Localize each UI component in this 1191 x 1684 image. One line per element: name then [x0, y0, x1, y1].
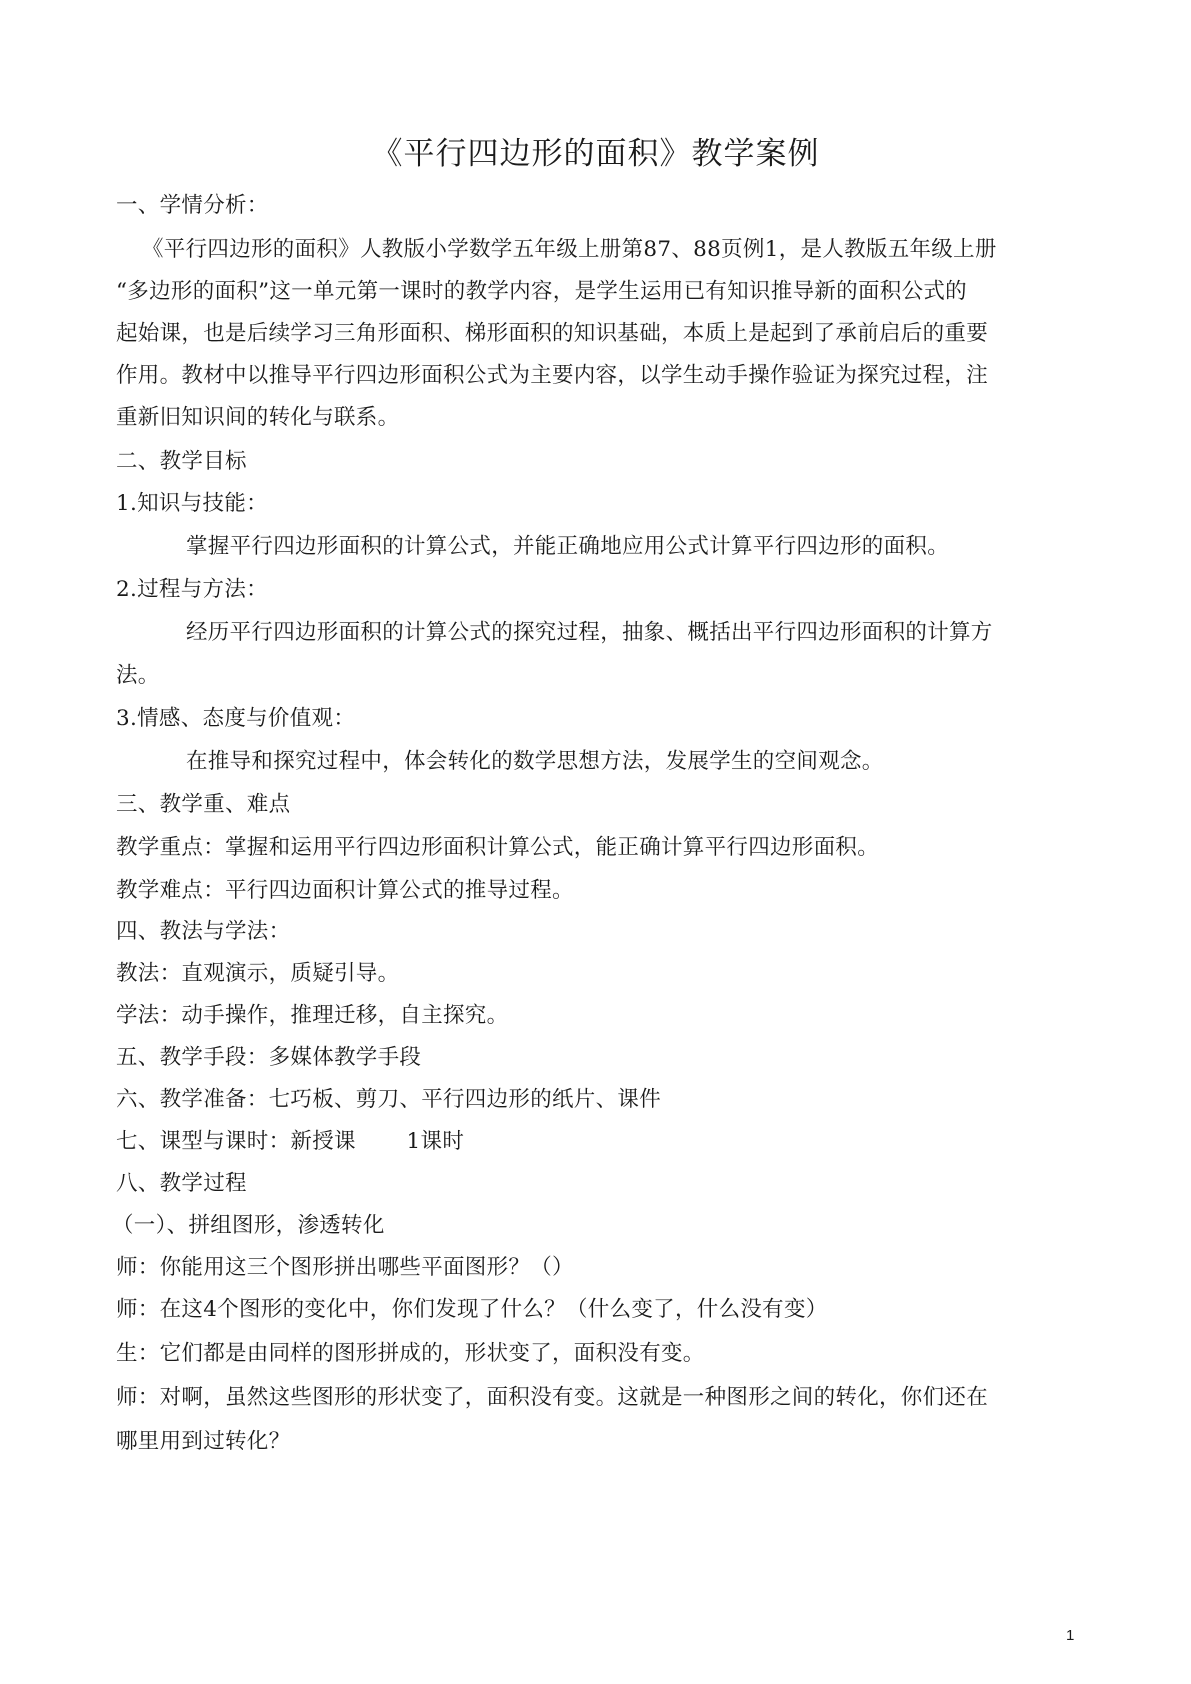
- subheading-step-one: （一）、拼组图形，渗透转化: [112, 1213, 385, 1238]
- paragraph-line: “多边形的面积”这一单元第一课时的教学内容，是学生运用已有知识推导新的面积公式的: [116, 279, 967, 304]
- heading-methods: 四、教法与学法：: [116, 919, 291, 944]
- paragraph-line: 教法：直观演示，质疑引导。: [116, 961, 400, 986]
- paragraph-line: 重新旧知识间的转化与联系。: [116, 405, 400, 430]
- paragraph-line: 经历平行四边形面积的计算公式的探究过程，抽象、概括出平行四边形面积的计算方: [186, 620, 993, 645]
- dialogue-line: 师：在这4个图形的变化中，你们发现了什么？（什么变了，什么没有变）: [116, 1297, 828, 1322]
- dialogue-line: 师：你能用这三个图形拼出哪些平面图形？（）: [116, 1255, 574, 1280]
- dialogue-line: 师：对啊，虽然这些图形的形状变了，面积没有变。这就是一种图形之间的转化，你们还在: [116, 1385, 989, 1410]
- paragraph-line: 作用。教材中以推导平行四边形面积公式为主要内容，以学生动手操作验证为探究过程，注: [116, 363, 989, 388]
- heading-means: 五、教学手段：多媒体教学手段: [116, 1045, 422, 1070]
- heading-key-points: 三、教学重、难点: [116, 792, 291, 817]
- paragraph-line: 法。: [116, 663, 160, 688]
- dialogue-line: 生：它们都是由同样的图形拼成的，形状变了，面积没有变。: [116, 1341, 705, 1366]
- heading-teaching-process: 八、教学过程: [116, 1171, 247, 1196]
- heading-preparation: 六、教学准备：七巧板、剪刀、平行四边形的纸片、课件: [116, 1087, 662, 1112]
- paragraph-line: 在推导和探究过程中，体会转化的数学思想方法，发展学生的空间观念。: [186, 749, 884, 774]
- subheading-attitude: 3.情感、态度与价值观：: [116, 706, 356, 731]
- heading-learning-analysis: 一、学情分析：: [116, 193, 269, 218]
- heading-teaching-goals: 二、教学目标: [116, 449, 247, 474]
- subheading-knowledge: 1.知识与技能：: [116, 491, 268, 516]
- page-number: 1: [1066, 1627, 1075, 1644]
- paragraph-line: 教学重点：掌握和运用平行四边形面积计算公式，能正确计算平行四边形面积。: [116, 835, 880, 860]
- paragraph-line: 学法：动手操作，推理迁移，自主探究。: [116, 1003, 509, 1028]
- dialogue-line: 哪里用到过转化？: [116, 1429, 291, 1454]
- paragraph-line: 掌握平行四边形面积的计算公式，并能正确地应用公式计算平行四边形的面积。: [186, 534, 950, 559]
- heading-lesson-type: 七、课型与课时：新授课 1课时: [116, 1129, 465, 1154]
- paragraph-line: 起始课，也是后续学习三角形面积、梯形面积的知识基础，本质上是起到了承前启后的重要: [116, 321, 989, 346]
- document-title: 《平行四边形的面积》教学案例: [371, 136, 820, 172]
- paragraph-line: 《平行四边形的面积》人教版小学数学五年级上册第87、88页例1，是人教版五年级上册: [142, 237, 997, 262]
- subheading-process: 2.过程与方法：: [116, 577, 268, 602]
- paragraph-line: 教学难点：平行四边面积计算公式的推导过程。: [116, 878, 574, 903]
